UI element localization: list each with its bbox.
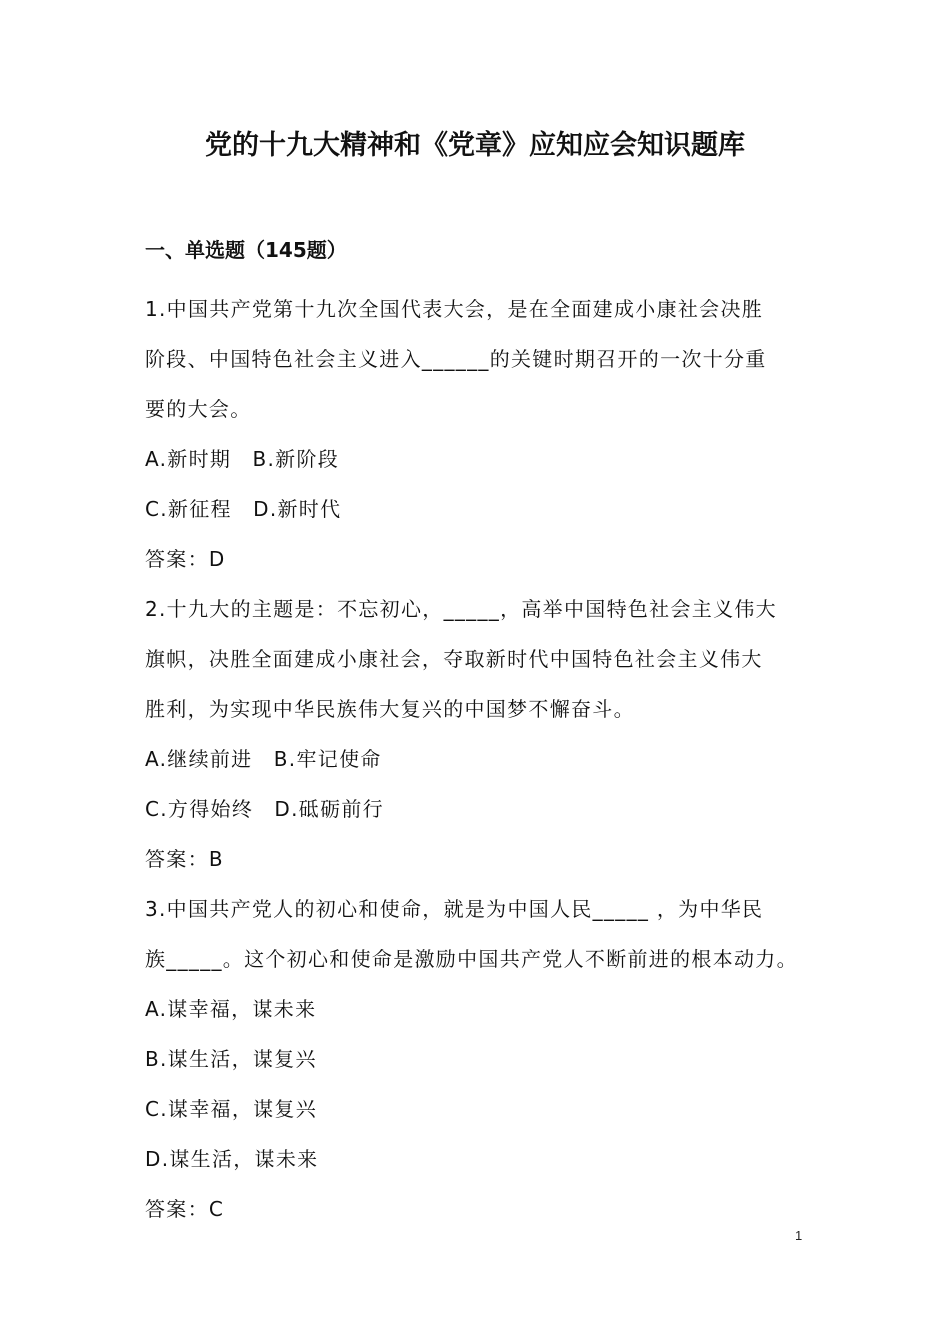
- question-text-line: 3.中国共产党人的初心和使命，就是为中国人民_____ ，为中华民: [145, 897, 764, 921]
- option-line: D.谋生活，谋未来: [145, 1147, 319, 1171]
- answer-line: 答案：D: [145, 547, 226, 571]
- question-text-line: 要的大会。: [145, 397, 252, 421]
- question-text-line: 阶段、中国特色社会主义进入______的关键时期召开的一次十分重: [145, 347, 767, 371]
- question-item: [145, 584, 825, 884]
- question-text-line: 族_____。这个初心和使命是激励中国共产党人不断前进的根本动力。: [145, 947, 798, 971]
- document-title: 党的十九大精神和《党章》应知应会知识题库: [205, 130, 745, 161]
- question-list: [145, 284, 825, 1234]
- question-text-line: 胜利，为实现中华民族伟大复兴的中国梦不懈奋斗。: [145, 697, 635, 721]
- options-line: C.新征程 D.新时代: [145, 497, 342, 521]
- question-text-line: 旗帜，决胜全面建成小康社会，夺取新时代中国特色社会主义伟大: [145, 647, 763, 671]
- question-item: [145, 884, 825, 1234]
- answer-line: 答案：C: [145, 1197, 225, 1221]
- options-line: A.新时期 B.新阶段: [145, 447, 340, 471]
- answer-line: 答案：B: [145, 847, 224, 871]
- question-text-line: 1.中国共产党第十九次全国代表大会，是在全面建成小康社会决胜: [145, 297, 764, 321]
- option-line: B.谋生活，谋复兴: [145, 1047, 317, 1071]
- section-heading: 一、单选题（145题）: [145, 238, 347, 262]
- options-line: C.方得始终 D.砥砺前行: [145, 797, 384, 821]
- option-line: C.谋幸福，谋复兴: [145, 1097, 318, 1121]
- option-line: A.谋幸福，谋未来: [145, 997, 317, 1021]
- question-text-line: 2.十九大的主题是：不忘初心，_____，高举中国特色社会主义伟大: [145, 597, 777, 621]
- question-item: [145, 284, 825, 584]
- page-number: 1: [795, 1228, 803, 1243]
- options-line: A.继续前进 B.牢记使命: [145, 747, 382, 771]
